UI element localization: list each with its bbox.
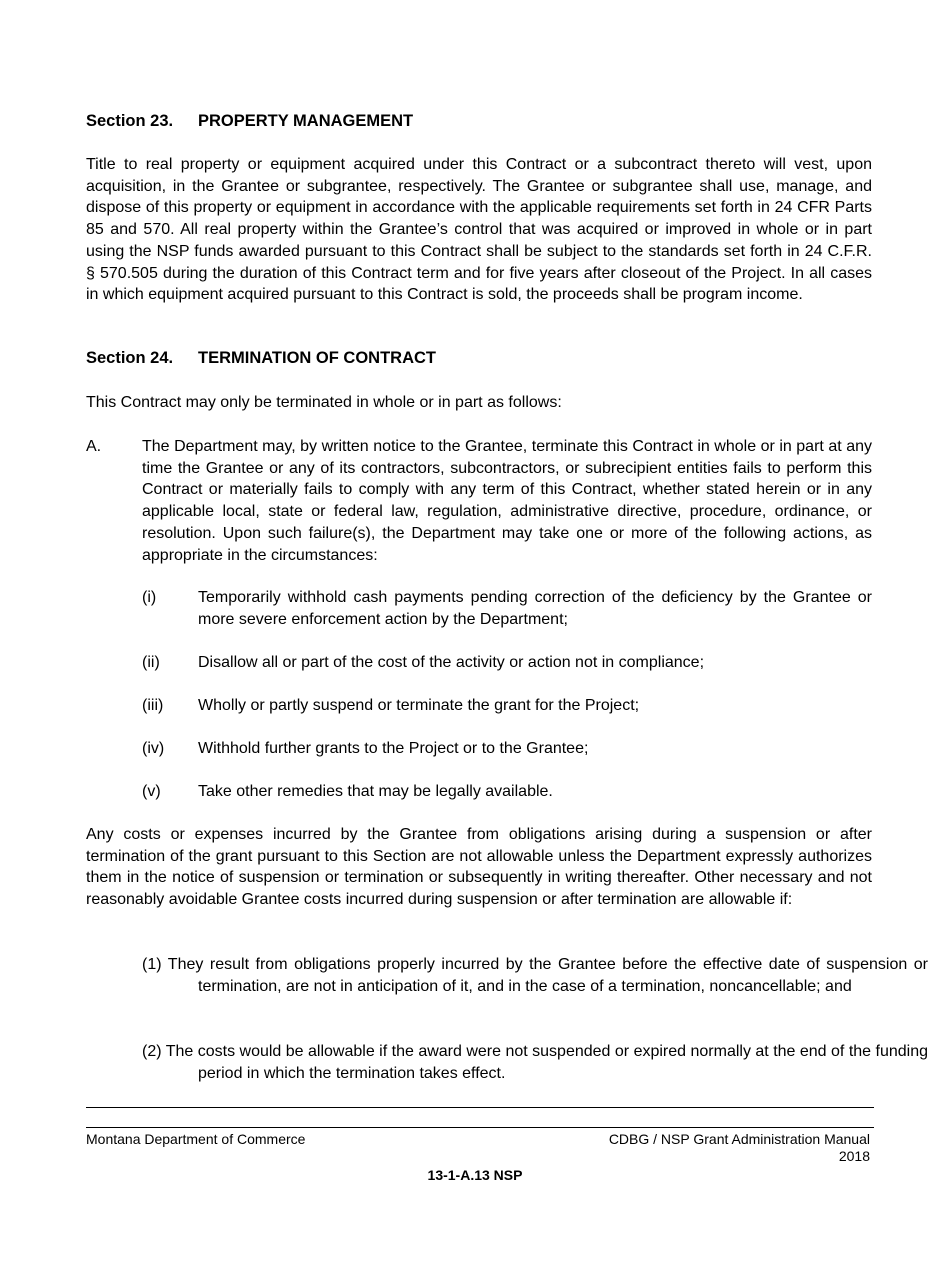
action-text: Wholly or partly suspend or terminate the grant for the Project;	[198, 697, 640, 714]
action-marker: (v)	[142, 783, 161, 800]
action-text: Disallow all or part of the cost of the activity or action not in compliance;	[198, 654, 705, 671]
action-text: Take other remedies that may be legally available.	[198, 783, 553, 800]
action-item-iii	[142, 695, 872, 717]
action-text: Withhold further grants to the Project or to the Grantee;	[198, 740, 589, 757]
action-marker: (iii)	[142, 697, 164, 714]
footer-manual-year: 2018	[838, 1148, 870, 1164]
footer-rule-bottom	[86, 1127, 874, 1128]
section-24-number: Section 24.	[86, 349, 174, 367]
section-24-heading	[86, 349, 436, 368]
footer-organization: Montana Department of Commerce	[86, 1131, 306, 1147]
action-item-v	[142, 781, 872, 803]
section-23-heading	[86, 112, 413, 131]
section-23-number: Section 23.	[86, 112, 174, 130]
condition-item-2: (2) The costs would be allowable if the award were not suspended or expired normally at the end of the funding period in which the termination takes effect.	[142, 1043, 928, 1082]
list-item-a-text: The Department may, by written notice to the Grantee, terminate this Contract in whole or in part at any time the Grantee or any of its contractors, subcontractors, or subrecipient entities fails to perform this Contract or materially fails to comply with any term of this Contract, whether stated herein or in any applicable local, state or federal law, regulation, administrative directive, procedure, ordinance, or resolution. Upon such failure(s), the Department may take one or more of the following actions, as appropriate in the circumstances:	[142, 438, 872, 564]
section-23-paragraph: Title to real property or equipment acquired under this Contract or a subcontract thereto will vest, upon acquisition, in the Grantee or subgrantee, respectively. The Grantee or subgrantee shall use, manage, and dispose of this property or equipment in accordance with the applicable requirements set forth in 24 CFR Parts 85 and 570. All real property within the Grantee’s control that was acquired or improved in whole or in part using the NSP funds awarded pursuant to this Contract shall be subject to the standards set forth in 24 C.F.R. § 570.505 during the duration of this Contract term and for five years after closeout of the Project. In all cases in which equipment acquired pursuant to this Contract is sold, the proceeds shall be program income.	[86, 156, 872, 304]
costs-paragraph: Any costs or expenses incurred by the Grantee from obligations arising during a suspension or after termination of the grant pursuant to this Section are not allowable unless the Department expressly authorizes them in the notice of suspension or termination or subsequently in writing thereafter. Other necessary and not reasonably avoidable Grantee costs incurred during suspension or after termination are allowable if:	[86, 826, 872, 909]
section-24-title: TERMINATION OF CONTRACT	[198, 349, 437, 367]
footer-manual-name: CDBG / NSP Grant Administration Manual	[608, 1131, 870, 1147]
list-item-a-marker: A.	[86, 438, 102, 455]
footer-page-id: 13-1-A.13 NSP	[427, 1167, 523, 1183]
action-marker: (i)	[142, 589, 157, 606]
action-item-iv	[142, 738, 872, 760]
list-item-a	[86, 436, 872, 566]
section-24-intro: This Contract may only be terminated in whole or in part as follows:	[86, 394, 562, 411]
action-marker: (iv)	[142, 740, 165, 757]
action-item-ii	[142, 652, 872, 674]
section-23-title: PROPERTY MANAGEMENT	[198, 112, 414, 130]
footer-manual-title	[609, 1131, 870, 1165]
action-item-i	[142, 587, 872, 630]
footer-rule-top	[86, 1107, 874, 1108]
condition-item-1: (1) They result from obligations properly incurred by the Grantee before the effective date of suspension or termination, are not in anticipation of it, and in the case of a termination, noncancellable; and	[142, 956, 928, 995]
action-text: Temporarily withhold cash payments pending correction of the deficiency by the Grantee or more severe enforcement action by the Department;	[198, 589, 872, 628]
action-marker: (ii)	[142, 654, 160, 671]
